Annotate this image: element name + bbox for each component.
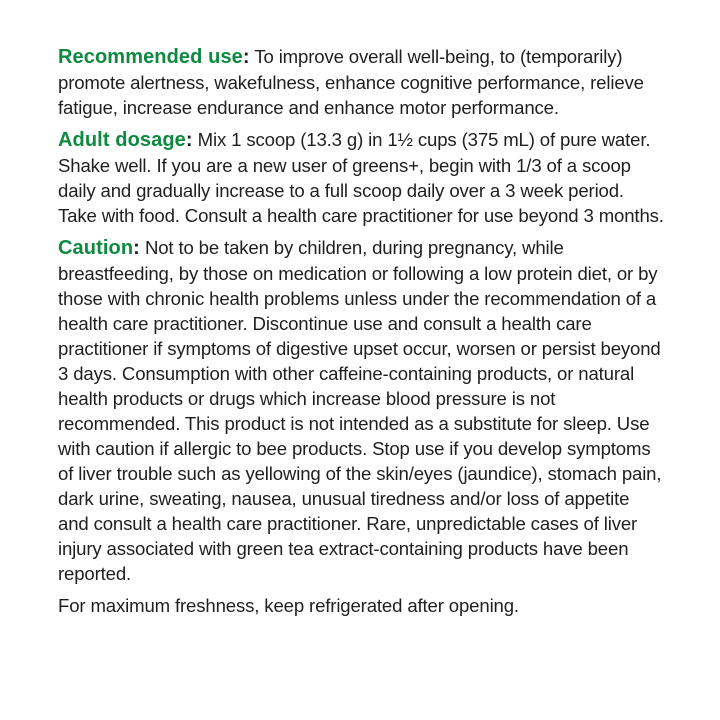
adult-dosage-body: Mix 1 scoop (13.3 g) in 1½ cups (375 mL) of pure water. Shake well. If you are a new user of greens+, begin with 1/3 of a scoop daily and gradually increase to a full scoop daily over a 3 week period. Take with food. Consult a health care practitioner for use beyond 3 months.: [58, 129, 664, 226]
caution-heading: Caution: [58, 237, 134, 259]
label-text-panel: [58, 44, 664, 637]
caution-section: [58, 235, 664, 586]
adult-dosage-section: [58, 127, 664, 228]
adult-dosage-heading: Adult dosage: [58, 129, 186, 151]
recommended-use-heading: Recommended use: [58, 46, 243, 68]
caution-body: Not to be taken by children, during pregnancy, while breastfeeding, by those on medication or following a low protein diet, or by those with chronic health problems unless under the recommendation of a health care practitioner. Discontinue use and consult a health care practitioner if symptoms of digestive upset occur, worsen or persist beyond 3 days. Consumption with other caffeine-containing products, or natural health products or drugs which increase blood pressure is not recommended. This product is not intended as a substitute for sleep. Use with caution if allergic to bee products. Stop use if you develop symptoms of liver trouble such as yellowing of the skin/eyes (jaundice), stomach pain, dark urine, sweating, nausea, unusual tiredness and/or loss of appetite and consult a health care practitioner. Rare, unpredictable cases of liver injury associated with green tea extract-containing products have been reported.: [58, 237, 662, 584]
storage-note: For maximum freshness, keep refrigerated after opening.: [58, 595, 519, 616]
recommended-use-heading-colon: :: [242, 46, 250, 68]
adult-dosage-heading-colon: :: [185, 129, 193, 151]
recommended-use-section: [58, 44, 664, 120]
caution-heading-colon: :: [133, 237, 140, 259]
recommended-use-body: To improve overall well-being, to (temporarily) promote alertness, wakefulness, enhance cognitive performance, relieve fatigue, increase endurance and enhance motor performance.: [58, 46, 644, 118]
